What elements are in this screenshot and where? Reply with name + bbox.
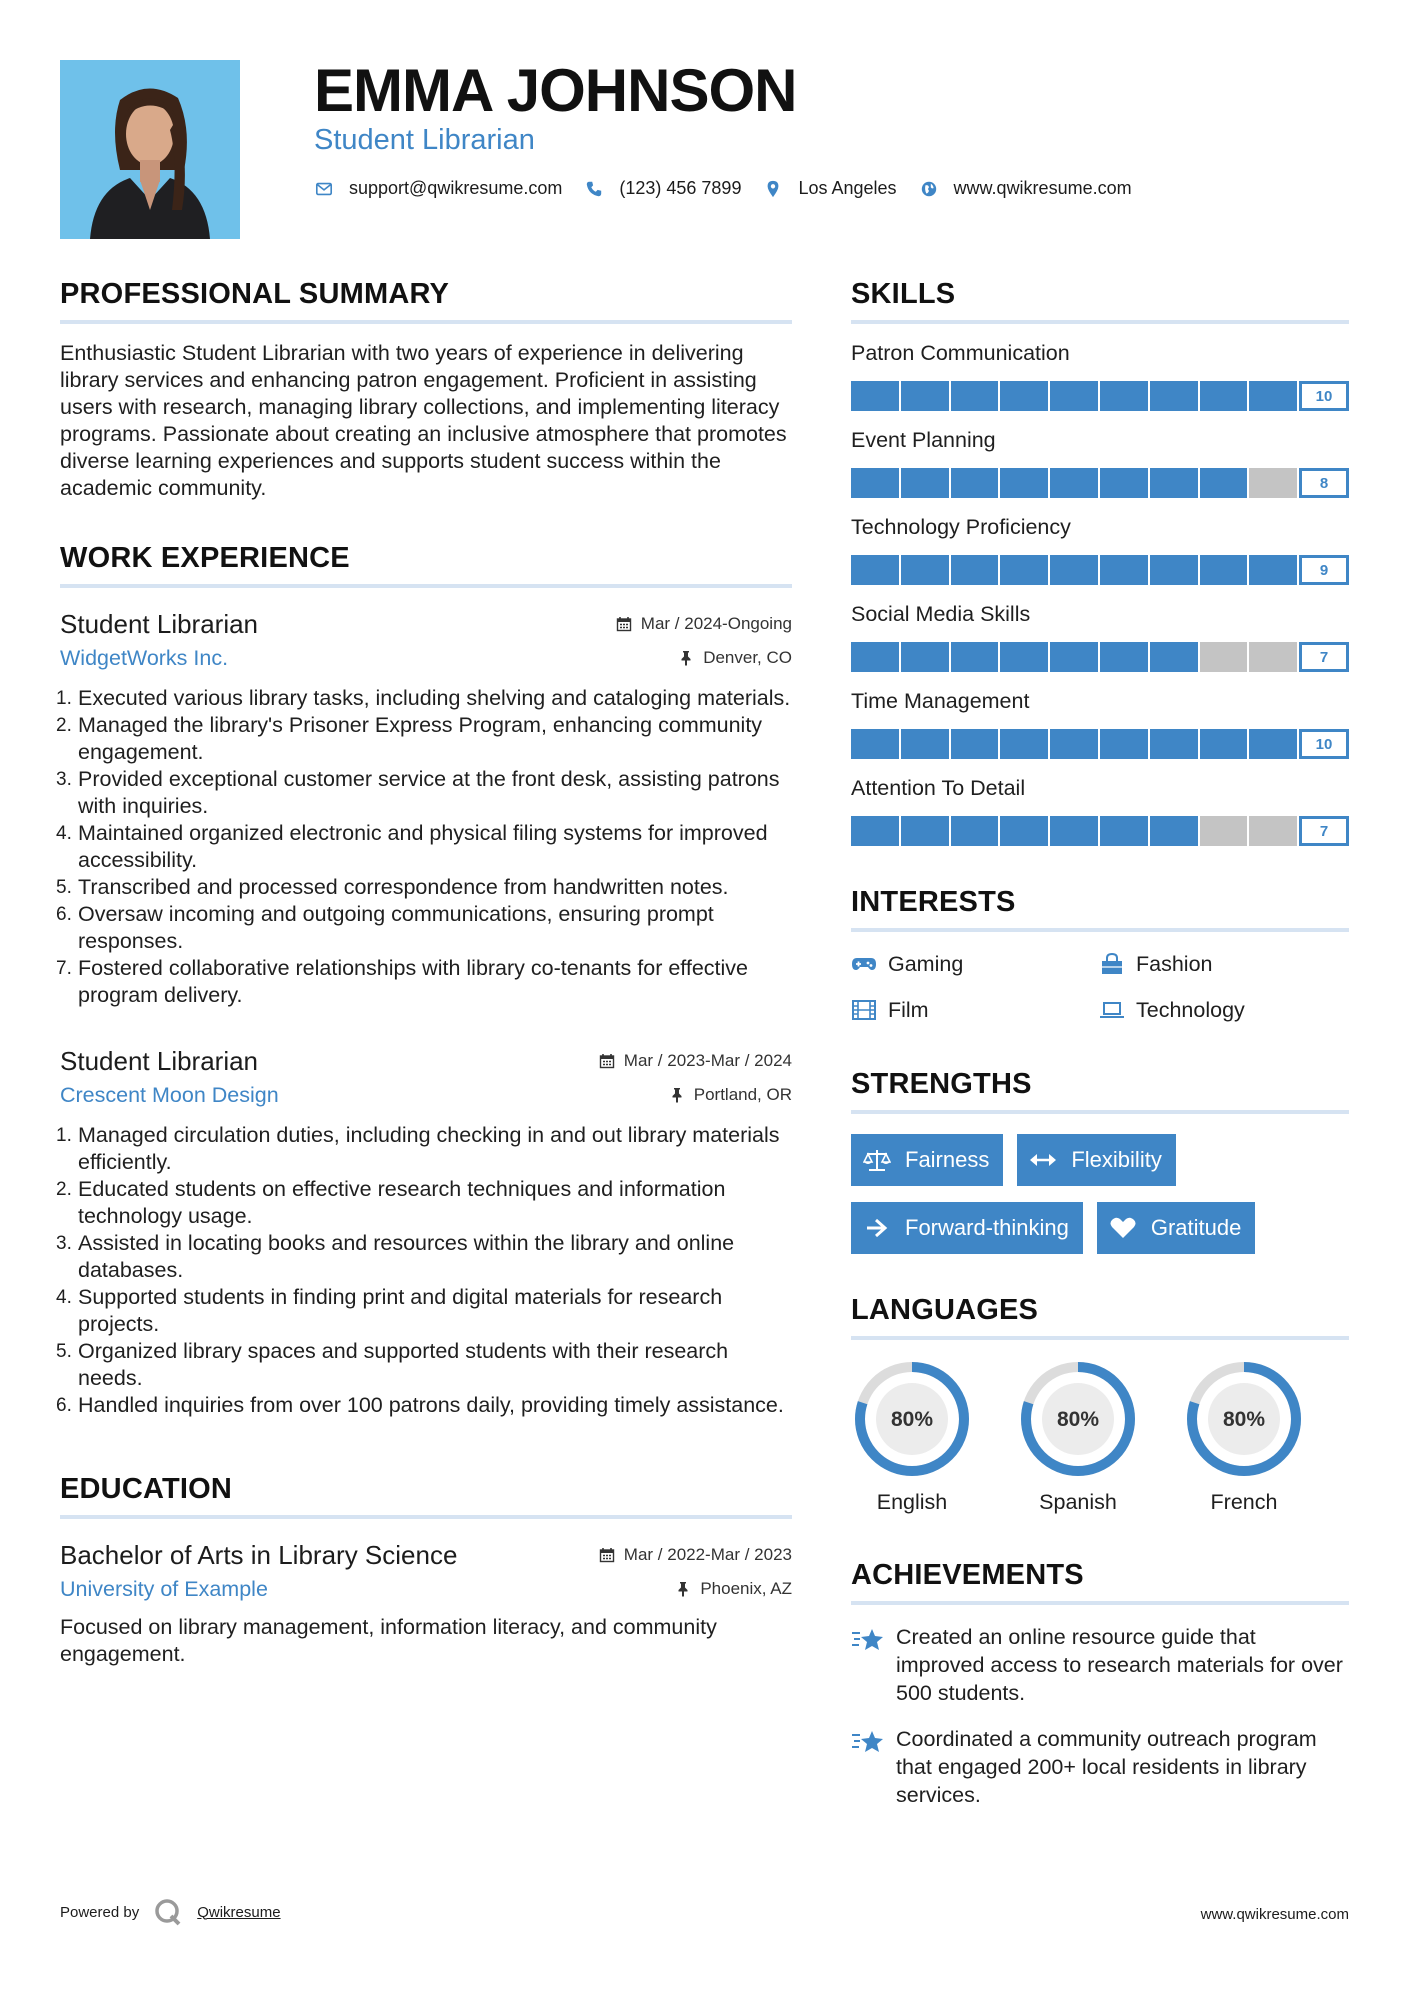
skill-bar-segment <box>1050 816 1100 846</box>
shooting-star-icon <box>851 1727 885 1757</box>
strength-label: Forward-thinking <box>905 1215 1069 1240</box>
skill-bar-segment <box>1100 468 1150 498</box>
candidate-name: EMMA JOHNSON <box>314 57 797 124</box>
skill-bar-segment <box>851 729 901 759</box>
skill-bar-segment <box>1249 816 1299 846</box>
pushpin-icon <box>678 650 694 666</box>
left-column <box>60 274 792 1668</box>
interests-section <box>851 882 1349 1024</box>
education-heading: EDUCATION <box>60 1469 792 1519</box>
job-date <box>616 614 792 634</box>
summary-section <box>60 274 792 502</box>
skill-bar-segment <box>901 555 951 585</box>
list-item: Provided exceptional customer service at the front desk, assisting patrons with inquiries. <box>78 767 780 818</box>
language-item <box>1017 1358 1139 1515</box>
language-percent-label: 80% <box>890 1408 934 1431</box>
language-name: French <box>1210 1490 1278 1514</box>
strength-badge <box>851 1134 1003 1186</box>
contact-website[interactable] <box>919 178 1132 199</box>
interest-label: Gaming <box>888 952 964 976</box>
pushpin-icon <box>675 1581 691 1597</box>
skill-bar-segment <box>851 816 901 846</box>
list-item: Managed the library's Prisoner Express Program, enhancing community engagement. <box>78 713 763 764</box>
skills-list <box>851 340 1349 846</box>
skill-level-bar <box>851 642 1349 672</box>
languages-list <box>851 1358 1349 1515</box>
contact-phone-text: (123) 456 7899 <box>619 178 742 198</box>
achievements-heading: ACHIEVEMENTS <box>851 1555 1349 1605</box>
skill-name: Patron Communication <box>851 341 1070 365</box>
language-name: Spanish <box>1039 1490 1117 1514</box>
balance-scale-icon <box>863 1148 893 1172</box>
strength-label: Gratitude <box>1150 1215 1242 1240</box>
skill-name: Social Media Skills <box>851 602 1031 626</box>
profile-photo <box>60 60 240 239</box>
candidate-role: Student Librarian <box>314 124 535 156</box>
skill-bar-segment <box>1000 555 1050 585</box>
strengths-list <box>851 1134 1349 1254</box>
skill-bar-segment <box>1200 381 1250 411</box>
language-percent-label: 80% <box>1222 1408 1266 1431</box>
interests-heading: INTERESTS <box>851 882 1349 932</box>
skill-level-value: 8 <box>1299 468 1349 498</box>
skill-bar-segment <box>1100 642 1150 672</box>
skill-item <box>851 514 1349 585</box>
interests-list <box>851 950 1349 1024</box>
contact-location-text: Los Angeles <box>798 178 897 198</box>
skill-name: Time Management <box>851 689 1030 713</box>
job-date <box>599 1051 792 1071</box>
skill-bar-segment <box>1050 468 1100 498</box>
arrows-horizontal-icon <box>1029 1148 1059 1172</box>
skill-bar-segment <box>1249 642 1299 672</box>
languages-section <box>851 1290 1349 1515</box>
education-date-text: Mar / 2022-Mar / 2023 <box>623 1545 792 1564</box>
shooting-star-icon <box>851 1625 885 1655</box>
achievement-text: Coordinated a community outreach program that engaged 200+ local residents in library services. <box>896 1727 1317 1807</box>
globe-icon <box>919 179 939 199</box>
strength-badge <box>1097 1202 1256 1254</box>
job-date-text: Mar / 2023-Mar / 2024 <box>623 1051 792 1070</box>
skill-bar-segment <box>951 468 1001 498</box>
education-location-text: Phoenix, AZ <box>700 1579 792 1598</box>
list-item: Fostered collaborative relationships with library co-tenants for effective program delivery. <box>78 956 749 1007</box>
map-pin-icon <box>763 179 783 199</box>
education-section <box>60 1469 792 1668</box>
language-progress-ring <box>1183 1358 1305 1480</box>
film-icon <box>851 999 877 1021</box>
summary-heading: PROFESSIONAL SUMMARY <box>60 274 792 324</box>
language-progress-ring <box>1017 1358 1139 1480</box>
list-item: Managed circulation duties, including checking in and out library materials efficiently. <box>78 1123 780 1174</box>
strengths-section <box>851 1064 1349 1254</box>
skill-item <box>851 688 1349 759</box>
skill-level-bar <box>851 381 1349 411</box>
skill-bar-segment <box>901 468 951 498</box>
strength-label: Fairness <box>905 1147 990 1172</box>
skill-bar-segment <box>1150 381 1200 411</box>
achievement-item <box>851 1623 1349 1707</box>
skill-bar-segment <box>1000 642 1050 672</box>
job-duties <box>60 685 792 1009</box>
skill-bar-segment <box>851 642 901 672</box>
skill-bar-segment <box>1000 816 1050 846</box>
skill-bar-segment <box>951 381 1001 411</box>
job-date-text: Mar / 2024-Ongoing <box>640 614 792 633</box>
skill-bar-segment <box>1100 816 1150 846</box>
skill-level-bar <box>851 555 1349 585</box>
skill-bar-segment <box>1100 729 1150 759</box>
achievement-text: Created an online resource guide that improved access to research materials for over 500 students. <box>896 1625 1343 1705</box>
list-item: Handled inquiries from over 100 patrons daily, providing timely assistance. <box>78 1393 784 1417</box>
job-entry <box>60 1043 792 1419</box>
gamepad-icon <box>851 953 877 975</box>
footer-powered-by <box>60 1897 281 1927</box>
skills-heading: SKILLS <box>851 274 1349 324</box>
interest-label: Fashion <box>1136 952 1213 976</box>
strength-badge <box>851 1202 1083 1254</box>
envelope-icon <box>314 179 334 199</box>
interest-label: Technology <box>1136 998 1245 1022</box>
skill-level-value: 7 <box>1299 816 1349 846</box>
skill-bar-segment <box>951 642 1001 672</box>
skill-level-value: 7 <box>1299 642 1349 672</box>
skill-bar-segment <box>1050 729 1100 759</box>
job-company: Crescent Moon Design <box>60 1083 279 1107</box>
job-company: WidgetWorks Inc. <box>60 646 229 670</box>
skill-bar-segment <box>1100 381 1150 411</box>
skill-bar-segment <box>1249 555 1299 585</box>
contact-info <box>314 178 1154 199</box>
contact-email-text: support@qwikresume.com <box>349 178 563 198</box>
job-duties <box>60 1122 792 1419</box>
powered-by-label: Powered by <box>60 1903 140 1921</box>
heart-icon <box>1109 1216 1139 1240</box>
achievements-section <box>851 1555 1349 1809</box>
contact-website-text: www.qwikresume.com <box>953 178 1132 198</box>
list-item: Transcribed and processed correspondence from handwritten notes. <box>78 875 729 899</box>
skill-bar-segment <box>1050 555 1100 585</box>
list-item: Oversaw incoming and outgoing communications, ensuring prompt responses. <box>78 902 714 953</box>
skill-bar-segment <box>1200 468 1250 498</box>
list-item: Executed various library tasks, including shelving and cataloging materials. <box>78 686 791 710</box>
strength-badge <box>1017 1134 1175 1186</box>
skill-item <box>851 340 1349 411</box>
skill-bar-segment <box>1150 729 1200 759</box>
skill-bar-segment <box>1150 468 1200 498</box>
qwikresume-link[interactable]: Qwikresume <box>197 1903 281 1921</box>
language-progress-ring <box>851 1358 973 1480</box>
list-item: Maintained organized electronic and physical filing systems for improved accessibility. <box>78 821 768 872</box>
skill-bar-segment <box>1050 381 1100 411</box>
list-item: Assisted in locating books and resources within the library and online databases. <box>78 1231 735 1282</box>
language-percent-label: 80% <box>1056 1408 1100 1431</box>
skill-bar-segment <box>1249 381 1299 411</box>
contact-location <box>763 178 896 199</box>
languages-heading: LANGUAGES <box>851 1290 1349 1340</box>
right-column <box>851 274 1349 1809</box>
education-location <box>675 1579 792 1599</box>
phone-icon <box>584 179 604 199</box>
skill-bar-segment <box>1100 555 1150 585</box>
qwikresume-logo-icon <box>153 1897 183 1927</box>
job-location-text: Denver, CO <box>703 648 792 667</box>
skill-bar-segment <box>1150 642 1200 672</box>
summary-text: Enthusiastic Student Librarian with two years of experience in delivering library services and enhancing patron engagement. Proficient in assisting users with research, managing library collections, and implementing literacy programs. Passionate about creating an inclusive atmosphere that promotes diverse learning experiences and supports student success within the academic community. <box>60 341 787 500</box>
interest-item <box>1099 950 1347 978</box>
skill-bar-segment <box>1200 555 1250 585</box>
degree-title: Bachelor of Arts in Library Science <box>60 1540 458 1570</box>
skill-level-bar <box>851 816 1349 846</box>
footer-website[interactable]: www.qwikresume.com <box>1200 1906 1349 1923</box>
skill-bar-segment <box>901 816 951 846</box>
skill-bar-segment <box>1150 555 1200 585</box>
job-location-text: Portland, OR <box>693 1085 792 1104</box>
job-title: Student Librarian <box>60 609 259 639</box>
skill-bar-segment <box>1150 816 1200 846</box>
strength-label: Flexibility <box>1071 1147 1162 1172</box>
list-item: Supported students in finding print and digital materials for research projects. <box>78 1285 723 1336</box>
skill-bar-segment <box>1200 642 1250 672</box>
skill-item <box>851 775 1349 846</box>
skill-bar-segment <box>1249 468 1299 498</box>
skill-level-bar <box>851 468 1349 498</box>
skill-bar-segment <box>951 555 1001 585</box>
experience-section <box>60 538 792 1419</box>
skill-bar-segment <box>1000 468 1050 498</box>
skill-name: Event Planning <box>851 428 996 452</box>
skill-item <box>851 601 1349 672</box>
language-item <box>851 1358 973 1515</box>
job-location <box>669 1085 792 1105</box>
skill-bar-segment <box>1200 729 1250 759</box>
skill-item <box>851 427 1349 498</box>
skill-name: Attention To Detail <box>851 776 1026 800</box>
laptop-icon <box>1099 999 1125 1021</box>
skill-bar-segment <box>951 729 1001 759</box>
pushpin-icon <box>669 1087 685 1103</box>
school-name: University of Example <box>60 1577 268 1601</box>
skill-bar-segment <box>1000 381 1050 411</box>
education-entry <box>60 1537 792 1668</box>
job-location <box>678 648 792 668</box>
interest-item <box>851 950 1099 978</box>
skill-bar-segment <box>951 816 1001 846</box>
contact-email[interactable] <box>314 178 562 199</box>
job-title: Student Librarian <box>60 1046 259 1076</box>
calendar-icon <box>616 616 632 632</box>
interest-label: Film <box>888 998 929 1022</box>
skill-level-bar <box>851 729 1349 759</box>
skill-bar-segment <box>851 555 901 585</box>
skill-level-value: 10 <box>1299 381 1349 411</box>
shopping-bag-icon <box>1099 953 1125 975</box>
language-name: English <box>876 1490 948 1514</box>
education-date <box>599 1545 792 1565</box>
interest-item <box>851 996 1099 1024</box>
skill-bar-segment <box>901 381 951 411</box>
experience-heading: WORK EXPERIENCE <box>60 538 792 588</box>
skill-bar-segment <box>1249 729 1299 759</box>
education-description: Focused on library management, information literacy, and community engagement. <box>60 1615 717 1666</box>
skills-section <box>851 274 1349 846</box>
skill-level-value: 9 <box>1299 555 1349 585</box>
skill-bar-segment <box>851 381 901 411</box>
list-item: Organized library spaces and supported students with their research needs. <box>78 1339 729 1390</box>
achievement-item <box>851 1725 1349 1809</box>
interest-item <box>1099 996 1347 1024</box>
contact-phone[interactable] <box>584 178 741 199</box>
skill-bar-segment <box>1000 729 1050 759</box>
skill-bar-segment <box>1050 642 1100 672</box>
skill-level-value: 10 <box>1299 729 1349 759</box>
calendar-icon <box>599 1547 615 1563</box>
arrow-right-icon <box>863 1216 893 1240</box>
skill-bar-segment <box>901 729 951 759</box>
list-item: Educated students on effective research techniques and information technology usage. <box>78 1177 726 1228</box>
calendar-icon <box>599 1053 615 1069</box>
language-item <box>1183 1358 1305 1515</box>
skill-bar-segment <box>851 468 901 498</box>
skill-name: Technology Proficiency <box>851 515 1071 539</box>
strengths-heading: STRENGTHS <box>851 1064 1349 1114</box>
skill-bar-segment <box>901 642 951 672</box>
skill-bar-segment <box>1200 816 1250 846</box>
job-entry <box>60 606 792 1009</box>
